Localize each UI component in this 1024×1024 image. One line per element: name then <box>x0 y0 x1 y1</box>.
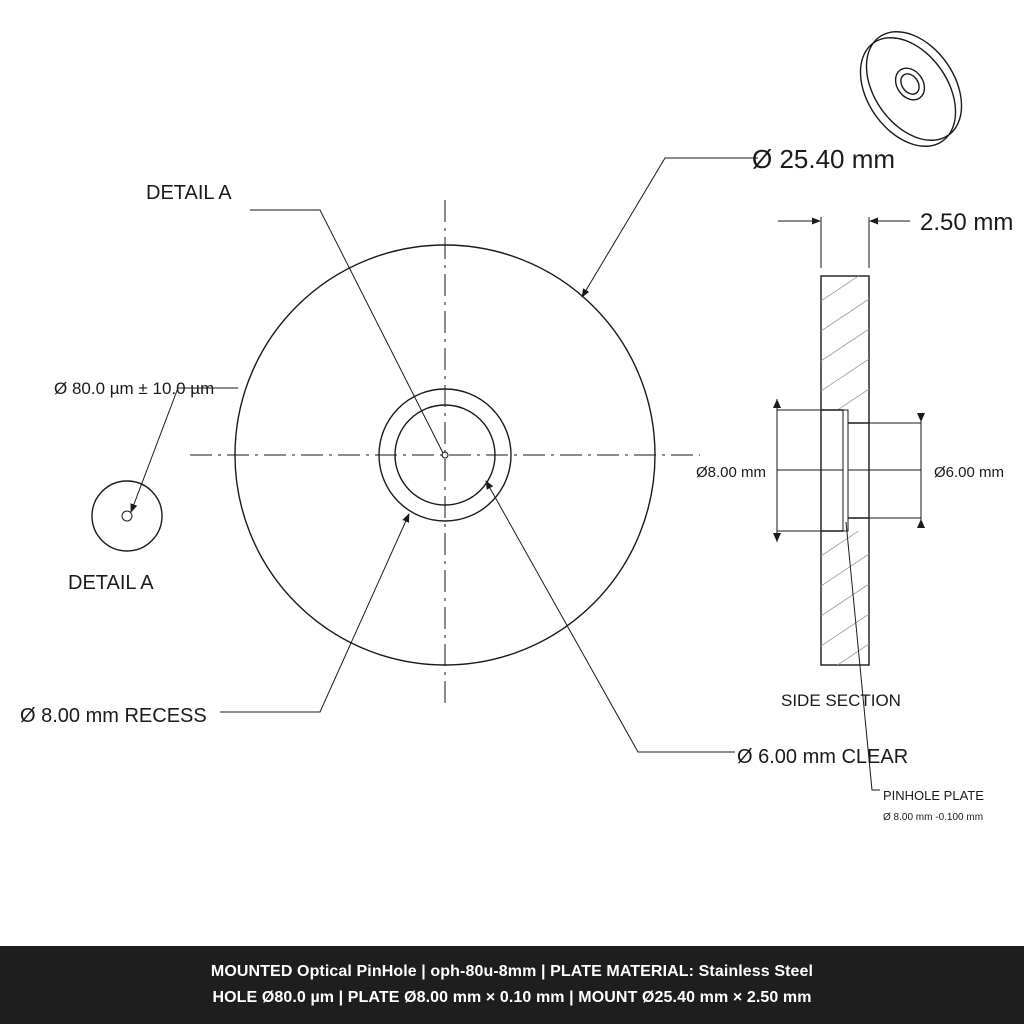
detail-a-view <box>92 388 238 551</box>
side-left-diameter-label: Ø8.00 mm <box>695 464 766 481</box>
recess-label: Ø 8.00 mm RECESS <box>20 705 207 727</box>
isometric-view <box>841 14 981 164</box>
pinhole-plate-label: PINHOLE PLATE <box>883 788 984 803</box>
detail-a-caption: DETAIL A <box>68 572 154 594</box>
side-section-label: SIDE SECTION <box>781 691 901 710</box>
footer-line-1: MOUNTED Optical PinHole | oph-80u-8mm | PLATE MATERIAL: Stainless Steel <box>210 963 814 980</box>
pinhole-plate-shape <box>843 410 848 531</box>
detail-a-callout: DETAIL A <box>146 182 232 204</box>
mount-thickness-label: 2.50 mm <box>920 209 1014 236</box>
front-view <box>190 200 700 708</box>
pinhole-plate-tolerance: Ø 8.00 mm -0.100 mm <box>883 812 984 823</box>
footer-line-2: HOLE Ø80.0 µm | PLATE Ø8.00 mm × 0.10 mm | MOUNT Ø25.40 mm × 2.50 mm <box>212 989 812 1006</box>
clear-aperture-label: Ø 6.00 mm CLEAR <box>737 746 909 768</box>
mount-diameter-label: Ø 25.40 mm <box>752 144 896 174</box>
spec-footer <box>0 946 1024 1024</box>
side-right-diameter-label: Ø6.00 mm <box>934 464 1005 481</box>
hole-tolerance-label: Ø 80.0 µm ± 10.0 µm <box>54 379 215 398</box>
mount-outer-circle <box>235 245 655 665</box>
